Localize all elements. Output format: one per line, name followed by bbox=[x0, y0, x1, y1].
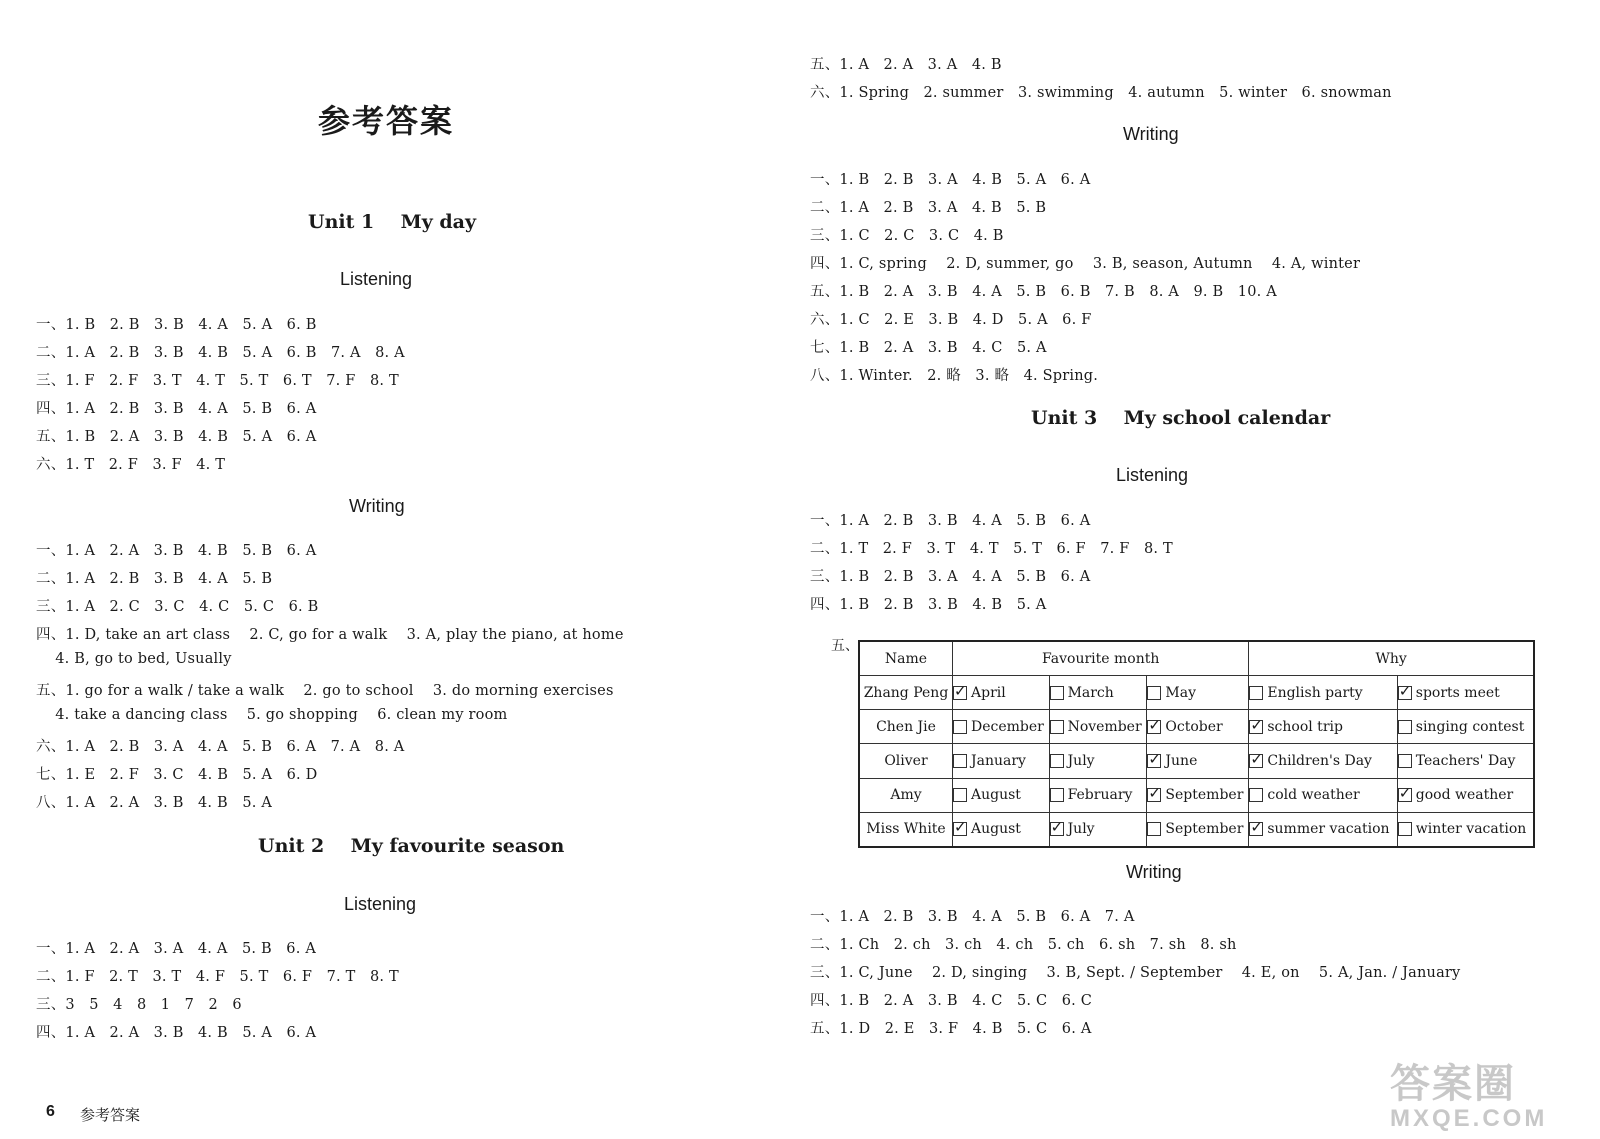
option-cell bbox=[953, 744, 1050, 778]
answer-line: 二、1. A 2. B 3. B 4. A 5. B bbox=[36, 571, 273, 587]
table-row bbox=[859, 812, 1534, 847]
option-label: February bbox=[1067, 787, 1133, 804]
option-cell bbox=[1249, 710, 1397, 744]
answer-line: 五、1. go for a walk / take a walk 2. go to school 3. do morning exercises bbox=[36, 683, 614, 699]
empty-box-icon[interactable] bbox=[1398, 720, 1412, 734]
student-name: Zhang Peng bbox=[859, 676, 953, 710]
answer-line: 四、1. A 2. B 3. B 4. A 5. B 6. A bbox=[36, 401, 317, 417]
answer-line: 八、1. A 2. A 3. B 4. B 5. A bbox=[36, 795, 273, 811]
student-name: Amy bbox=[859, 778, 953, 812]
header-name: Name bbox=[859, 641, 953, 676]
answer-line: 二、1. T 2. F 3. T 4. T 5. T 6. F 7. F 8. T bbox=[810, 541, 1173, 557]
option-cell bbox=[1397, 812, 1534, 847]
unit3-writing-heading: Writing bbox=[1126, 862, 1182, 882]
option-label: English party bbox=[1267, 684, 1363, 701]
option-cell bbox=[953, 812, 1050, 847]
unit2-title: Unit 2 My favourite season bbox=[258, 835, 565, 857]
option-cell bbox=[1249, 676, 1397, 710]
option-cell bbox=[1249, 812, 1397, 847]
option-label: Children's Day bbox=[1267, 752, 1372, 769]
option-cell bbox=[1049, 676, 1147, 710]
option-cell bbox=[953, 710, 1050, 744]
option-label: May bbox=[1165, 684, 1197, 701]
option-label: April bbox=[971, 684, 1006, 701]
answer-line: 二、1. F 2. T 3. T 4. F 5. T 6. F 7. T 8. T bbox=[36, 969, 399, 985]
option-label: September bbox=[1165, 787, 1244, 804]
answer-line: 六、1. T 2. F 3. F 4. T bbox=[36, 457, 226, 473]
answer-line: 二、1. A 2. B 3. B 4. B 5. A 6. B 7. A 8. A bbox=[36, 345, 405, 361]
table-row bbox=[859, 744, 1534, 778]
empty-box-icon[interactable] bbox=[953, 788, 967, 802]
answer-line: 一、1. A 2. A 3. A 4. A 5. B 6. A bbox=[36, 941, 317, 957]
answer-line: 4. B, go to bed, Usually bbox=[36, 651, 232, 667]
answer-line: 一、1. A 2. A 3. B 4. B 5. B 6. A bbox=[36, 543, 317, 559]
option-label: August bbox=[971, 821, 1021, 838]
option-cell bbox=[1049, 778, 1147, 812]
option-label: September bbox=[1165, 821, 1244, 838]
option-cell bbox=[1049, 812, 1147, 847]
option-cell bbox=[1147, 778, 1249, 812]
empty-box-icon[interactable] bbox=[953, 720, 967, 734]
option-cell bbox=[1397, 744, 1534, 778]
option-cell bbox=[1147, 812, 1249, 847]
checked-box-icon[interactable] bbox=[953, 686, 967, 700]
answer-line: 六、1. Spring 2. summer 3. swimming 4. autumn 5. winter 6. snowman bbox=[810, 85, 1392, 101]
unit1-writing-heading: Writing bbox=[349, 496, 405, 516]
answer-line: 六、1. A 2. B 3. A 4. A 5. B 6. A 7. A 8. A bbox=[36, 739, 405, 755]
checked-box-icon[interactable] bbox=[953, 822, 967, 836]
checked-box-icon[interactable] bbox=[1249, 822, 1263, 836]
checked-box-icon[interactable] bbox=[1147, 720, 1161, 734]
option-label: singing contest bbox=[1415, 718, 1525, 735]
table-header-row bbox=[859, 641, 1534, 676]
answer-line: 四、1. B 2. A 3. B 4. C 5. C 6. C bbox=[810, 993, 1093, 1009]
option-label: summer vacation bbox=[1267, 821, 1390, 838]
empty-box-icon[interactable] bbox=[1249, 686, 1263, 700]
footer-label: 参考答案 bbox=[80, 1106, 141, 1124]
unit1-listening-heading: Listening bbox=[340, 269, 413, 289]
empty-box-icon[interactable] bbox=[1147, 686, 1161, 700]
option-label: October bbox=[1165, 718, 1223, 735]
option-label: winter vacation bbox=[1415, 821, 1527, 838]
option-cell bbox=[953, 676, 1050, 710]
answer-line: 八、1. Winter. 2. 略 3. 略 4. Spring. bbox=[810, 368, 1099, 384]
answer-line: 二、1. A 2. B 3. A 4. B 5. B bbox=[810, 200, 1047, 216]
option-cell bbox=[953, 778, 1050, 812]
table-row bbox=[859, 710, 1534, 744]
checked-box-icon[interactable] bbox=[1249, 720, 1263, 734]
option-label: November bbox=[1067, 718, 1142, 735]
answer-line: 六、1. C 2. E 3. B 4. D 5. A 6. F bbox=[810, 312, 1092, 328]
option-cell bbox=[1397, 778, 1534, 812]
answer-line: 一、1. A 2. B 3. B 4. A 5. B 6. A 7. A bbox=[810, 909, 1135, 925]
option-cell bbox=[1049, 744, 1147, 778]
unit2-listening-heading: Listening bbox=[344, 894, 417, 914]
empty-box-icon[interactable] bbox=[1050, 788, 1064, 802]
answer-line: 七、1. E 2. F 3. C 4. B 5. A 6. D bbox=[36, 767, 318, 783]
option-label: December bbox=[971, 718, 1044, 735]
empty-box-icon[interactable] bbox=[1249, 788, 1263, 802]
option-cell bbox=[1397, 676, 1534, 710]
checked-box-icon[interactable] bbox=[1249, 754, 1263, 768]
option-cell bbox=[1249, 744, 1397, 778]
option-label: sports meet bbox=[1415, 684, 1500, 701]
option-cell bbox=[1147, 744, 1249, 778]
option-cell bbox=[1249, 778, 1397, 812]
watermark-bottom-text: MXQE.COM bbox=[1390, 1105, 1548, 1132]
answer-line: 五、1. B 2. A 3. B 4. A 5. B 6. B 7. B 8. A 9. B 10. A bbox=[810, 284, 1277, 300]
table-row bbox=[859, 676, 1534, 710]
unit2-writing-heading: Writing bbox=[1123, 124, 1179, 144]
answer-line: 三、1. C 2. C 3. C 4. B bbox=[810, 228, 1004, 244]
option-cell bbox=[1147, 676, 1249, 710]
answer-line: 一、1. B 2. B 3. B 4. A 5. A 6. B bbox=[36, 317, 317, 333]
checked-box-icon[interactable] bbox=[1398, 788, 1412, 802]
option-label: January bbox=[971, 752, 1026, 769]
student-name: Chen Jie bbox=[859, 710, 953, 744]
option-cell bbox=[1147, 710, 1249, 744]
table-question-label: 五、 bbox=[831, 638, 859, 654]
answer-line: 五、1. D 2. E 3. F 4. B 5. C 6. A bbox=[810, 1021, 1092, 1037]
option-label: cold weather bbox=[1267, 787, 1360, 804]
option-cell bbox=[1049, 710, 1147, 744]
answer-line: 三、1. A 2. C 3. C 4. C 5. C 6. B bbox=[36, 599, 319, 615]
checked-box-icon[interactable] bbox=[1050, 822, 1064, 836]
student-name: Oliver bbox=[859, 744, 953, 778]
watermark-top-text: 答案圈 bbox=[1390, 1062, 1516, 1106]
answer-line: 四、1. A 2. A 3. B 4. B 5. A 6. A bbox=[36, 1025, 317, 1041]
answer-line: 四、1. B 2. B 3. B 4. B 5. A bbox=[810, 597, 1047, 613]
answer-line: 一、1. A 2. B 3. B 4. A 5. B 6. A bbox=[810, 513, 1091, 529]
answer-line: 三、1. B 2. B 3. A 4. A 5. B 6. A bbox=[810, 569, 1091, 585]
answer-line: 4. take a dancing class 5. go shopping 6. clean my room bbox=[36, 707, 508, 723]
option-label: June bbox=[1165, 752, 1198, 769]
answer-line: 三、1. F 2. F 3. T 4. T 5. T 6. T 7. F 8. T bbox=[36, 373, 399, 389]
option-label: July bbox=[1067, 752, 1095, 769]
option-label: August bbox=[971, 787, 1021, 804]
header-why: Why bbox=[1249, 641, 1534, 676]
answer-line: 三、1. C, June 2. D, singing 3. B, Sept. / September 4. E, on 5. A, Jan. / January bbox=[810, 965, 1461, 981]
option-cell bbox=[1397, 710, 1534, 744]
answer-line: 五、1. A 2. A 3. A 4. B bbox=[810, 57, 1002, 73]
option-label: July bbox=[1067, 821, 1095, 838]
answer-line: 一、1. B 2. B 3. A 4. B 5. A 6. A bbox=[810, 172, 1091, 188]
empty-box-icon[interactable] bbox=[1050, 754, 1064, 768]
answer-line: 四、1. C, spring 2. D, summer, go 3. B, season, Autumn 4. A, winter bbox=[810, 256, 1361, 272]
table-row bbox=[859, 778, 1534, 812]
empty-box-icon[interactable] bbox=[1398, 822, 1412, 836]
checked-box-icon[interactable] bbox=[1147, 754, 1161, 768]
option-label: school trip bbox=[1267, 718, 1343, 735]
student-name: Miss White bbox=[859, 812, 953, 847]
unit3-title: Unit 3 My school calendar bbox=[1031, 407, 1331, 429]
empty-box-icon[interactable] bbox=[1050, 686, 1064, 700]
checked-box-icon[interactable] bbox=[1147, 788, 1161, 802]
table-body bbox=[859, 676, 1534, 848]
empty-box-icon[interactable] bbox=[1050, 720, 1064, 734]
option-label: good weather bbox=[1415, 787, 1514, 804]
page-title: 参考答案 bbox=[318, 102, 455, 140]
answer-line: 三、3 5 4 8 1 7 2 6 bbox=[36, 997, 242, 1013]
empty-box-icon[interactable] bbox=[1398, 754, 1412, 768]
page-number: 6 bbox=[46, 1103, 55, 1120]
unit3-listening-heading: Listening bbox=[1116, 465, 1189, 485]
answer-line: 四、1. D, take an art class 2. C, go for a walk 3. A, play the piano, at home bbox=[36, 627, 624, 643]
header-favourite-month: Favourite month bbox=[953, 641, 1249, 676]
option-label: Teachers' Day bbox=[1415, 752, 1516, 769]
option-label: March bbox=[1067, 684, 1114, 701]
empty-box-icon[interactable] bbox=[953, 754, 967, 768]
empty-box-icon[interactable] bbox=[1147, 822, 1161, 836]
answer-line: 五、1. B 2. A 3. B 4. B 5. A 6. A bbox=[36, 429, 317, 445]
checked-box-icon[interactable] bbox=[1398, 686, 1412, 700]
answer-line: 二、1. Ch 2. ch 3. ch 4. ch 5. ch 6. sh 7. sh 8. sh bbox=[810, 937, 1237, 953]
answer-line: 七、1. B 2. A 3. B 4. C 5. A bbox=[810, 340, 1047, 356]
watermark-logo bbox=[1390, 1052, 1568, 1134]
favourite-month-table bbox=[858, 640, 1535, 848]
unit1-title: Unit 1 My day bbox=[308, 211, 476, 233]
